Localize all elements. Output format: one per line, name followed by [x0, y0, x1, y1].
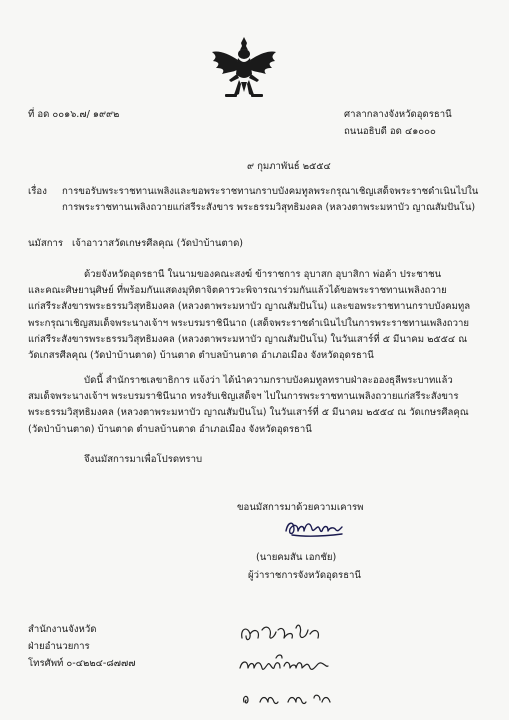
- garuda-emblem-icon: [211, 36, 277, 98]
- paragraph-line: ด้วยจังหวัดอุดรธานี ในนามของคณะสงฆ์ ข้าราชการ อุบาสก อุบาสิกา พ่อค้า ประชาชน: [84, 269, 442, 280]
- footer-phone: โทรศัพท์ ๐-๔๒๒๔-๘๗๗๗: [28, 658, 136, 669]
- subject-line: การพระราชทานเพลิงถวายแก่สรีระสังขาร พระธรรมวิสุทธิมงคล (หลวงตาพระมหาบัว ญาณสัมปันโน): [62, 202, 476, 213]
- subject-label: เรื่อง: [28, 186, 47, 197]
- signer-name: (นายคมสัน เอกชัย): [256, 552, 337, 563]
- office-name: ศาลากลางจังหวัดอุดรธานี: [344, 109, 452, 120]
- paragraph-line: แก่สรีระสังขารพระธรรมวิสุทธิมงคล (หลวงตาพระมหาบัว ญาณสัมปันโน) และขอพระราชทานกราบบังคมทูล: [28, 301, 471, 313]
- paragraph-line: สมเด็จพระนางเจ้าฯ พระบรมราชินีนาถ ทรงรับเชิญเสด็จฯ ไปในการพระราชทานเพลิงถวายแก่สรีระสังขาร: [28, 391, 459, 403]
- handwritten-annotation: [236, 620, 346, 710]
- office-address: ถนนอธิบดี อด ๔๑๐๐๐: [344, 126, 436, 137]
- paragraph-line: พระกรุณาเชิญสมเด็จพระนางเจ้าฯ พระบรมราชินีนาถ (เสด็จพระราชดำเนินไปในการพระราชทานเพลิงถวาย: [28, 317, 469, 329]
- salutation-text: เจ้าอาวาสวัดเกษรศีลคุณ (วัดป่าบ้านตาด): [72, 238, 244, 249]
- signer-position: ผู้ว่าราชการจังหวัดอุดรธานี: [248, 570, 361, 581]
- paragraph-line: วัดเกสรศีลคุณ (วัดป่าบ้านตาด) บ้านตาด ตำบลบ้านตาด อำเภอเมือง จังหวัดอุดรธานี: [28, 349, 374, 361]
- paragraph-line: บัดนี้ สำนักราชเลขาธิการ แจ้งว่า ได้นำความกราบบังคมทูลทราบฝ่าละอองธุลีพระบาทแล้ว: [84, 375, 453, 386]
- paragraph-line: และคณะศิษยานุศิษย์ ที่พร้อมกันแสดงมุทิตาจิตคารวะพิจารณาร่วมกันแล้วได้ขอพระราชทานเพลิงถวาย: [28, 285, 447, 297]
- footer-office: สำนักงานจังหวัด: [28, 624, 97, 635]
- letter-date: ๙ กุมภาพันธ์ ๒๕๕๔: [247, 161, 331, 172]
- footer-department: ฝ่ายอำนวยการ: [28, 641, 90, 652]
- closing-phrase: ขอนมัสการมาด้วยความเคารพ: [237, 502, 364, 513]
- handwritten-note-line: [0, 0, 1, 1]
- paragraph-line: พระธรรมวิสุทธิมงคล (หลวงตาพระมหาบัว ญาณสัมปันโน) ในวันเสาร์ที่ ๕ มีนาคม ๒๕๕๔ ณ วัดเกษรศีลคุณ: [28, 407, 469, 419]
- signature-mark: [282, 515, 346, 541]
- salutation-label: นมัสการ: [28, 238, 64, 249]
- document-number: ที่ อด ๐๐๑๖.๗/ ๑๙๙๒: [28, 109, 120, 120]
- closing-request: จึงนมัสการมาเพื่อโปรดทราบ: [84, 454, 203, 465]
- paragraph-line: แก่สรีระสังขารพระธรรมวิสุทธิมงคล (หลวงตาพระมหาบัว ญาณสัมปันโน) ในวันเสาร์ที่ ๕ มีนาคม ๒๕๕๔ ณ: [28, 333, 468, 345]
- body-paragraph-2: [28, 373, 469, 438]
- handwritten-note-line: [0, 0, 1, 1]
- handwritten-note-line: [0, 0, 1, 1]
- paragraph-line: (วัดป่าบ้านตาด) บ้านตาด ตำบลบ้านตาด อำเภอเมือง จังหวัดอุดรธานี: [28, 423, 312, 435]
- subject-line: การขอรับพระราชทานเพลิงและขอพระราชทานกราบบังคมทูลพระกรุณาเชิญเสด็จพระราชดำเนินไปใน: [62, 186, 479, 197]
- body-paragraph-1: [28, 267, 470, 364]
